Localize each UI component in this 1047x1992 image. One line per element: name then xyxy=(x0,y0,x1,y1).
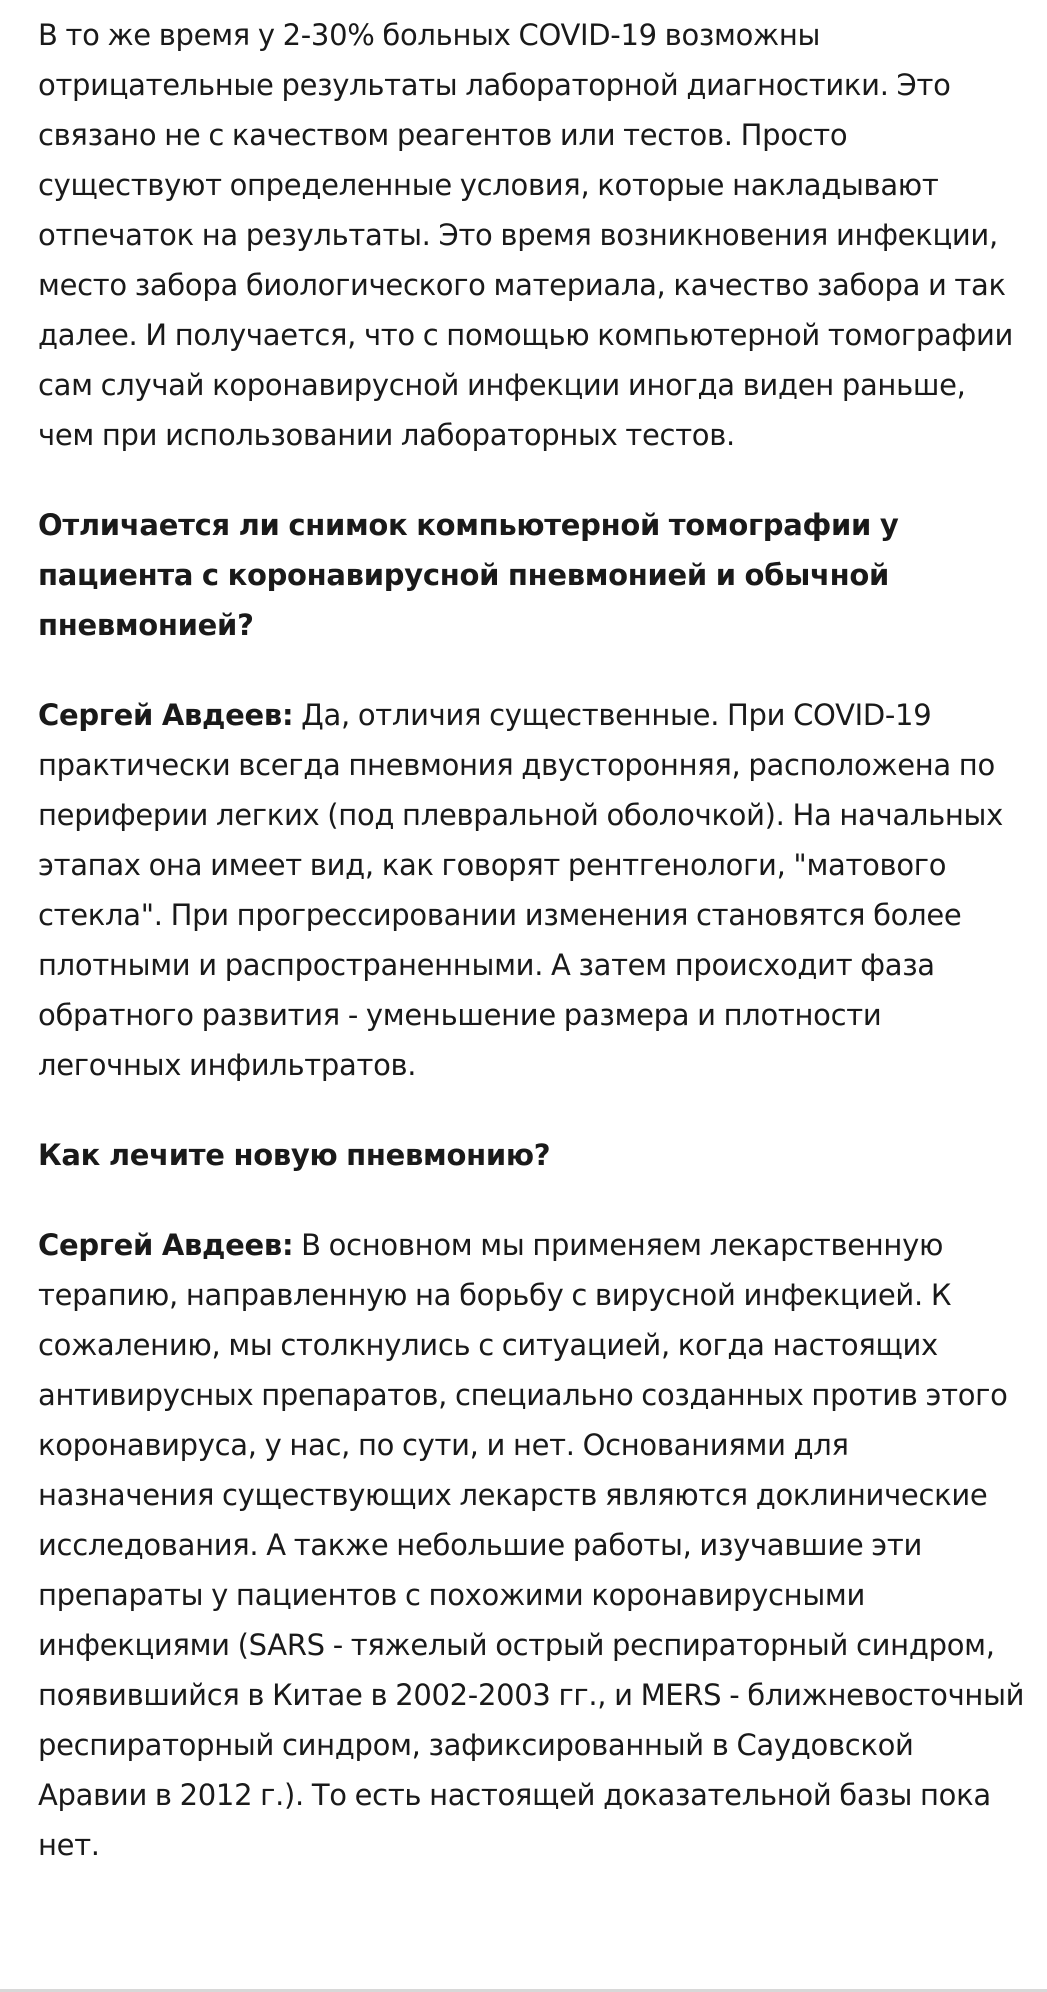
answer-paragraph xyxy=(38,690,1028,1090)
question-heading: Как лечите новую пневмонию? xyxy=(38,1138,551,1172)
question-heading: Отличается ли снимок компьютерной томографии у пациента с коронавирусной пневмонией и обычной пневмонией? xyxy=(38,508,899,642)
speaker-name: Сергей Авдеев: xyxy=(38,1228,294,1262)
speaker-name: Сергей Авдеев: xyxy=(38,698,294,732)
answer-paragraph xyxy=(38,1220,1028,1870)
paragraph-intro: В то же время у 2-30% больных COVID-19 возможны отрицательные результаты лабораторной диагностики. Это связано не с качеством реагентов или тестов. Просто существуют определенные условия, которые накладывают отпечаток на результаты. Это время возникновения инфекции, место забора биологического материала, качество забора и так далее. И получается, что с помощью компьютерной томографии сам случай коронавирусной инфекции иногда виден раньше, чем при использовании лабораторных тестов. xyxy=(38,18,1014,452)
answer-text: Да, отличия существенные. При COVID-19 практически всегда пневмония двусторонняя, расположена по периферии легких (под плевральной оболочкой). На начальных этапах она имеет вид, как говорят рентгенологи, "матового стекла". При прогрессировании изменения становятся более плотными и распространенными. А затем происходит фаза обратного развития - уменьшение размера и плотности легочных инфильтратов. xyxy=(38,698,1003,1082)
answer-text: В основном мы применяем лекарственную терапию, направленную на борьбу с вирусной инфекцией. К сожалению, мы столкнулись с ситуацией, когда настоящих антивирусных препаратов, специально созданных против этого коронавируса, у нас, по сути, и нет. Основаниями для назначения существующих лекарств являются доклинические исследования. А также небольшие работы, изучавшие эти препараты у пациентов с похожими коронавирусными инфекциями (SARS - тяжелый острый респираторный синдром, появившийся в Китае в 2002-2003 гг., и MERS - ближневосточный респираторный синдром, зафиксированный в Саудовской Аравии в 2012 г.). То есть настоящей доказательной базы пока нет. xyxy=(38,1228,1025,1862)
article-body xyxy=(38,10,1028,1910)
